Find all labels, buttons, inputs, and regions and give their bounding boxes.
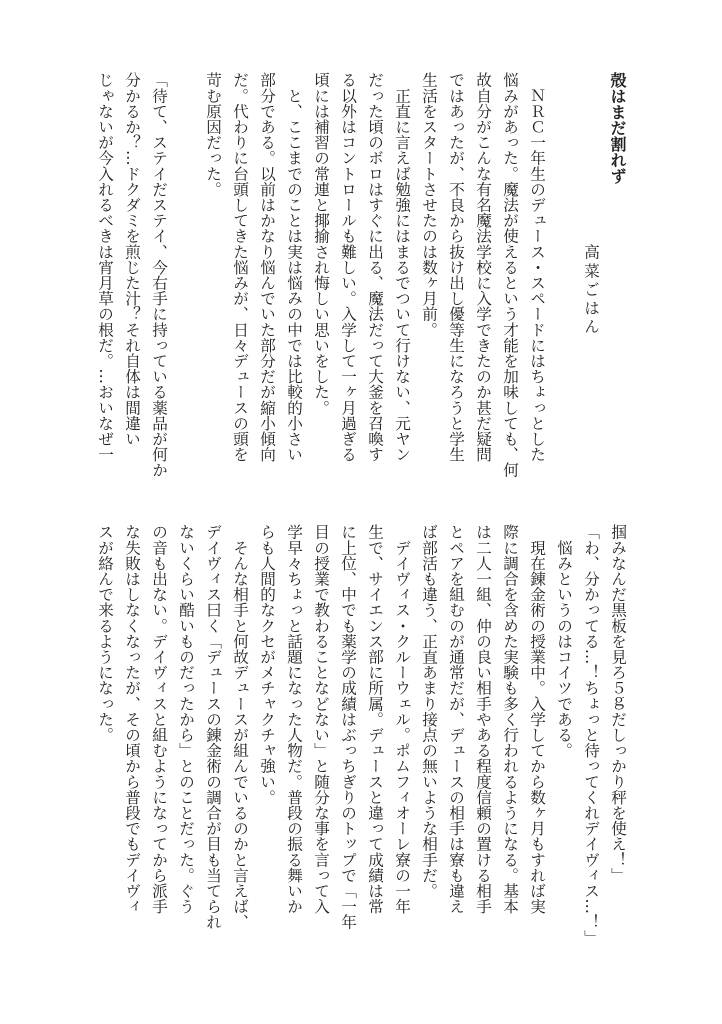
text-line: ではあったが、不良から抜け出し優等生になろうと学生: [447, 72, 465, 462]
text-line: ＮＲＣ一年生のデュース・スペードにはちょっとした: [528, 72, 546, 462]
text-line: 部分である。以前はかなり悩んでいた部分だが縮小傾向: [258, 72, 276, 462]
text-line: は二人一組、仲の良い相手やある程度信頼の置ける相手: [474, 524, 492, 914]
text-line: に上位、中でも薬学の成績はぶっちぎりのトップで「一年: [339, 524, 357, 930]
upper-text-block: [91, 72, 631, 492]
text-line: 掴みなんだ黒板を見ろ５ｇだしっかり秤を使え！」: [609, 524, 627, 883]
text-line: 生で、サイエンス部に所属。デュースと違って成績は常: [366, 524, 384, 914]
text-line: スが絡んで来るようになった。: [96, 524, 114, 743]
text-line: だった頃のボロはすぐに出る、魔法だって大釜を召喚す: [366, 72, 384, 462]
text-line: 悩みがあった。魔法が使えるという才能を加味しても、何: [501, 72, 519, 478]
text-line: 「待て、ステイだステイ、今右手に持っている薬品が何か: [150, 72, 168, 478]
text-line: ないくらい酷いものだったから」とのことだった。ぐう: [177, 524, 195, 914]
text-line: 学早々ちょっと話題になった人物だ。普段の振る舞いか: [285, 524, 303, 914]
text-line: 分かるか？…ドクダミを煎じた汁？それ自体は間違い: [123, 72, 141, 447]
text-line: 目の授業で教わることなどない」と随分な事を言って入: [312, 524, 330, 914]
text-line: じゃないが今入れるべきは宵月草の根だ。…おいなぜ一: [96, 72, 114, 462]
text-line: の音も出ない。デイヴィスと組むようになってから派手: [150, 524, 168, 914]
text-line: デイヴィス曰く「デュースの錬金術の調合が目も当てられ: [204, 524, 222, 930]
story-title: 殻はまだ割れず: [608, 72, 627, 184]
text-line: そんな相手と何故デュースが組んでいるのかと言えば、: [231, 524, 249, 930]
text-line: な失敗はしなくなったが、その頃から普段でもデイヴィ: [123, 524, 141, 914]
lower-text-block: [91, 524, 631, 944]
text-line: 「わ、分かってる…！ちょっと待ってくれデイヴィス…！」: [582, 524, 600, 946]
author-name: 高菜ごはん: [582, 244, 600, 337]
text-line: 苛む原因だった。: [204, 72, 222, 197]
text-line: 生活をスタートさせたのは数ヶ月前。: [420, 72, 438, 338]
text-line: 故自分がこんな有名魔法学校に入学できたのか甚だ疑問: [474, 72, 492, 462]
blank-line: [172, 72, 199, 492]
text-line: る以外はコントロールも難しい。入学して一ヶ月過ぎる: [339, 72, 357, 462]
text-line: デイヴィス・クルーウェル。ポムフィオーレ寮の一年: [393, 524, 411, 914]
text-line: とペアを組むのが通常だが、デュースの相手は寮も違え: [447, 524, 465, 914]
text-line: 現在錬金術の授業中。入学してから数ヶ月もすれば実: [528, 524, 546, 914]
text-line: 頃には補習の常連と揶揄され悔しい思いをした。: [312, 72, 330, 416]
text-line: らも人間的なクセがメチャクチャ強い。: [258, 524, 276, 805]
text-line: 正直に言えば勉強にはまるでついて行けない、元ヤン: [393, 72, 411, 462]
blank-line: [550, 72, 577, 492]
text-line: 際に調合を含めた実験も多く行われるようになる。基本: [501, 524, 519, 914]
text-line: と、ここまでのことは実は悩みの中では比較的小さい: [285, 72, 303, 462]
text-line: 悩みというのはコイツである。: [555, 524, 573, 758]
text-line: だ。代わりに台頭してきた悩みが、日々デュースの頭を: [231, 72, 249, 462]
text-line: ば部活も違う、正直あまり接点の無いような相手だ。: [420, 524, 438, 899]
